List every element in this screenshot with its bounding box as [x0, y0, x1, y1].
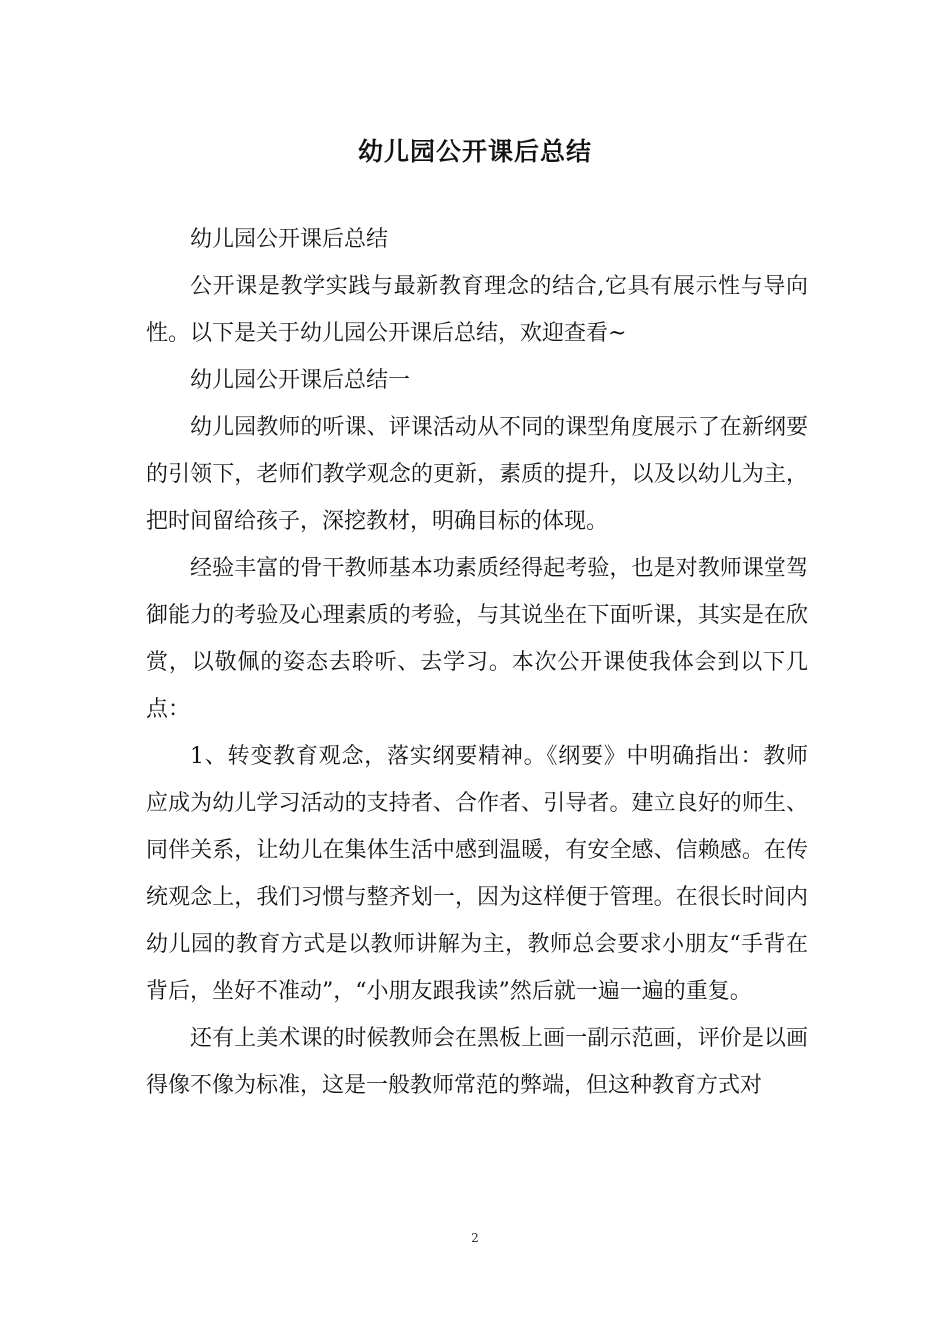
paragraph-subtitle: 幼儿园公开课后总结	[190, 227, 389, 252]
paragraph-body: 还有上美术课的时候教师会在黑板上画一副示范画，评价是以画得像不像为标准，这是一般教师常范的弊端，但这种教育方式对	[146, 1026, 808, 1098]
paragraph-body: 1、转变教育观念，落实纲要精神。《纲要》中明确指出：教师应成为幼儿学习活动的支持者、合作者、引导者。建立良好的师生、同伴关系，让幼儿在集体生活中感到温暖，有安全感、信赖感。在传统观念上，我们习惯与整齐划一，因为这样便于管理。在很长时间内幼儿园的教育方式是以教师讲解为主，教师总会要求小朋友“手背在背后，坐好不准动”，“小朋友跟我读”然后就一遍一遍的重复。	[146, 744, 808, 1004]
document-body	[146, 216, 808, 1109]
paragraph-section-heading: 幼儿园公开课后总结一	[190, 368, 411, 393]
paragraph-intro: 公开课是教学实践与最新教育理念的结合,它具有展示性与导向性。以下是关于幼儿园公开课后总结，欢迎查看~	[146, 274, 808, 346]
document-title: 幼儿园公开课后总结	[357, 137, 592, 166]
paragraph-body: 幼儿园教师的听课、评课活动从不同的课型角度展示了在新纲要的引领下，老师们教学观念的更新，素质的提升，以及以幼儿为主，把时间留给孩子，深挖教材，明确目标的体现。	[146, 415, 808, 534]
paragraph-body: 经验丰富的骨干教师基本功素质经得起考验，也是对教师课堂驾御能力的考验及心理素质的考验，与其说坐在下面听课，其实是在欣赏，以敬佩的姿态去聆听、去学习。本次公开课使我体会到以下几点：	[146, 556, 808, 722]
page-number: 2	[471, 1231, 479, 1245]
